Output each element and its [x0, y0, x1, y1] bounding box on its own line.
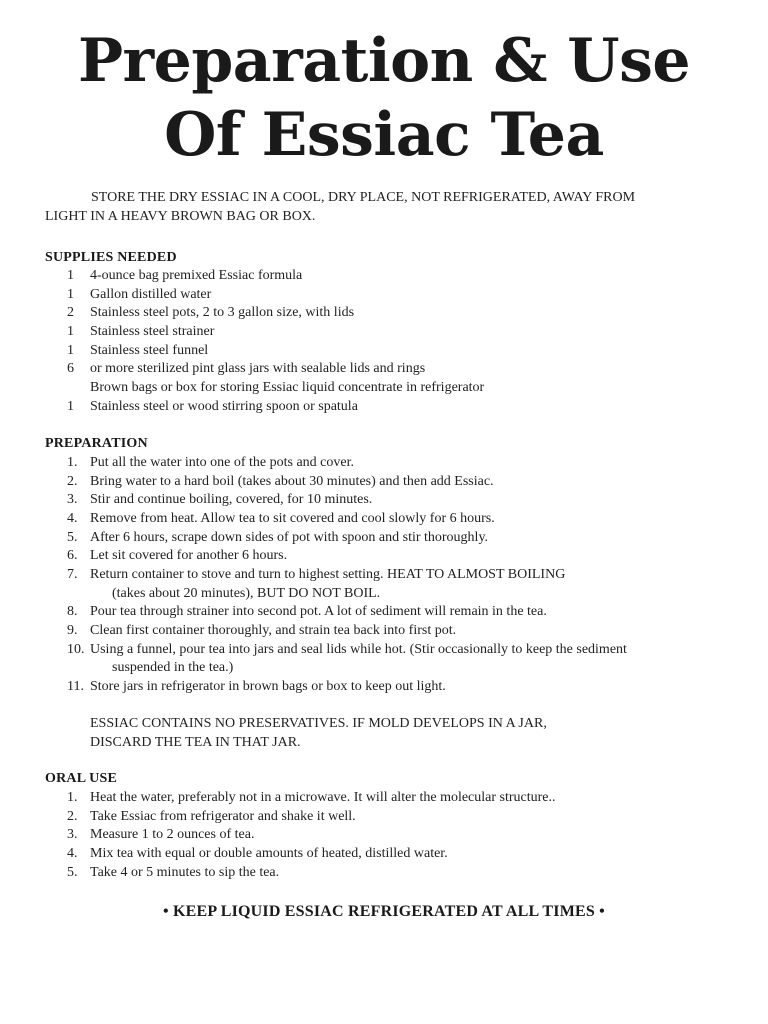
item-number: 11. [67, 678, 84, 694]
intro-line-2: LIGHT IN A HEAVY BROWN BAG OR BOX. [45, 208, 316, 224]
item-text: Stir and continue boiling, covered, for 10 minutes. [90, 492, 373, 508]
item-text: Put all the water into one of the pots and cover. [90, 455, 354, 470]
item-text: Bring water to a hard boil (takes about 30 minutes) and then add Essiac. [90, 473, 494, 489]
item-number: 3. [67, 492, 78, 508]
preparation-step [45, 547, 735, 566]
item-number: 5. [67, 529, 78, 545]
item-number: 1 [67, 268, 74, 283]
item-number: 1 [67, 342, 74, 358]
oral-use-step [45, 789, 735, 808]
supplies-list [45, 267, 735, 416]
item-continuation: suspended in the tea.) [112, 660, 234, 676]
item-number: 4. [67, 510, 78, 526]
refrigeration-warning: • KEEP LIQUID ESSIAC REFRIGERATED AT ALL TIMES • [163, 903, 605, 920]
item-number: 1 [67, 323, 74, 339]
oral-use-step [45, 864, 735, 883]
note-line-1: ESSIAC CONTAINS NO PRESERVATIVES. IF MOLD DEVELOPS IN A JAR, [90, 716, 547, 731]
item-text: Measure 1 to 2 ounces of tea. [90, 827, 255, 843]
item-text: Brown bags or box for storing Essiac liquid concentrate in refrigerator [90, 379, 485, 395]
item-text: Take 4 or 5 minutes to sip the tea. [90, 864, 280, 880]
item-text: or more sterilized pint glass jars with sealable lids and rings [90, 361, 426, 377]
item-number: 1 [67, 286, 74, 302]
preparation-heading: PREPARATION [45, 436, 148, 451]
item-text: Store jars in refrigerator in brown bags or box to keep out light. [90, 678, 446, 694]
supply-item [45, 267, 735, 286]
title-line-1: Preparation & Use [77, 26, 691, 96]
item-text: Mix tea with equal or double amounts of heated, distilled water. [90, 845, 448, 861]
preparation-step [45, 454, 735, 473]
item-text: Using a funnel, pour tea into jars and seal lids while hot. (Stir occasionally to keep the sediment [90, 641, 627, 657]
preparation-step [45, 529, 735, 548]
preparation-step [45, 641, 735, 678]
oral-use-step [45, 845, 735, 864]
item-number: 10. [67, 641, 85, 657]
preservatives-note [90, 715, 547, 752]
preparation-step [45, 510, 735, 529]
item-number: 3. [67, 827, 78, 843]
item-number: 6 [67, 361, 74, 377]
page-title [0, 24, 768, 172]
item-text: 4-ounce bag premixed Essiac formula [90, 268, 303, 283]
item-number: 2. [67, 808, 78, 824]
item-text: Gallon distilled water [90, 286, 212, 302]
preparation-step [45, 678, 735, 697]
supply-item [45, 304, 735, 323]
item-number: 9. [67, 622, 78, 638]
preparation-step [45, 566, 735, 603]
item-number: 6. [67, 548, 78, 564]
item-number: 7. [67, 566, 78, 582]
item-text: Pour tea through strainer into second pot. A lot of sediment will remain in the tea. [90, 604, 547, 620]
oral-use-step [45, 826, 735, 845]
preparation-step [45, 603, 735, 622]
item-text: Stainless steel or wood stirring spoon or spatula [90, 398, 358, 414]
item-number: 5. [67, 864, 78, 880]
item-number: 4. [67, 845, 78, 861]
preparation-step [45, 622, 735, 641]
item-text: Return container to stove and turn to highest setting. HEAT TO ALMOST BOILING [90, 566, 566, 582]
oral-use-steps [45, 789, 735, 882]
supply-item [45, 286, 735, 305]
item-text: Heat the water, preferably not in a microwave. It will alter the molecular structure.. [90, 790, 556, 805]
item-text: After 6 hours, scrape down sides of pot with spoon and stir thoroughly. [90, 529, 489, 545]
preparation-steps [45, 454, 735, 697]
item-text: Stainless steel funnel [90, 342, 209, 358]
item-text: Take Essiac from refrigerator and shake it well. [90, 808, 356, 824]
item-number: 1. [67, 455, 78, 470]
intro-line-1: STORE THE DRY ESSIAC IN A COOL, DRY PLACE, NOT REFRIGERATED, AWAY FROM [91, 190, 636, 205]
oral-use-heading: ORAL USE [45, 771, 118, 786]
item-text: Remove from heat. Allow tea to sit covered and cool slowly for 6 hours. [90, 510, 495, 526]
supply-item [45, 398, 735, 417]
oral-use-step [45, 808, 735, 827]
title-line-2: Of Essiac Tea [164, 100, 604, 170]
supply-item [45, 323, 735, 342]
supplies-heading: SUPPLIES NEEDED [45, 250, 177, 265]
supply-item [45, 360, 735, 379]
item-number: 1 [67, 398, 74, 414]
item-continuation: (takes about 20 minutes), BUT DO NOT BOIL. [112, 585, 381, 601]
supply-item [45, 342, 735, 361]
item-number: 2 [67, 305, 74, 321]
supply-item [45, 379, 735, 398]
item-number: 2. [67, 473, 78, 489]
item-number: 1. [67, 790, 78, 805]
storage-instructions [45, 189, 735, 226]
note-line-2: DISCARD THE TEA IN THAT JAR. [90, 734, 301, 750]
preparation-step [45, 473, 735, 492]
item-text: Clean first container thoroughly, and strain tea back into first pot. [90, 622, 457, 638]
preparation-step [45, 491, 735, 510]
item-text: Stainless steel pots, 2 to 3 gallon size, with lids [90, 305, 355, 321]
item-text: Let sit covered for another 6 hours. [90, 548, 288, 564]
item-number: 8. [67, 604, 78, 620]
item-text: Stainless steel strainer [90, 323, 215, 339]
